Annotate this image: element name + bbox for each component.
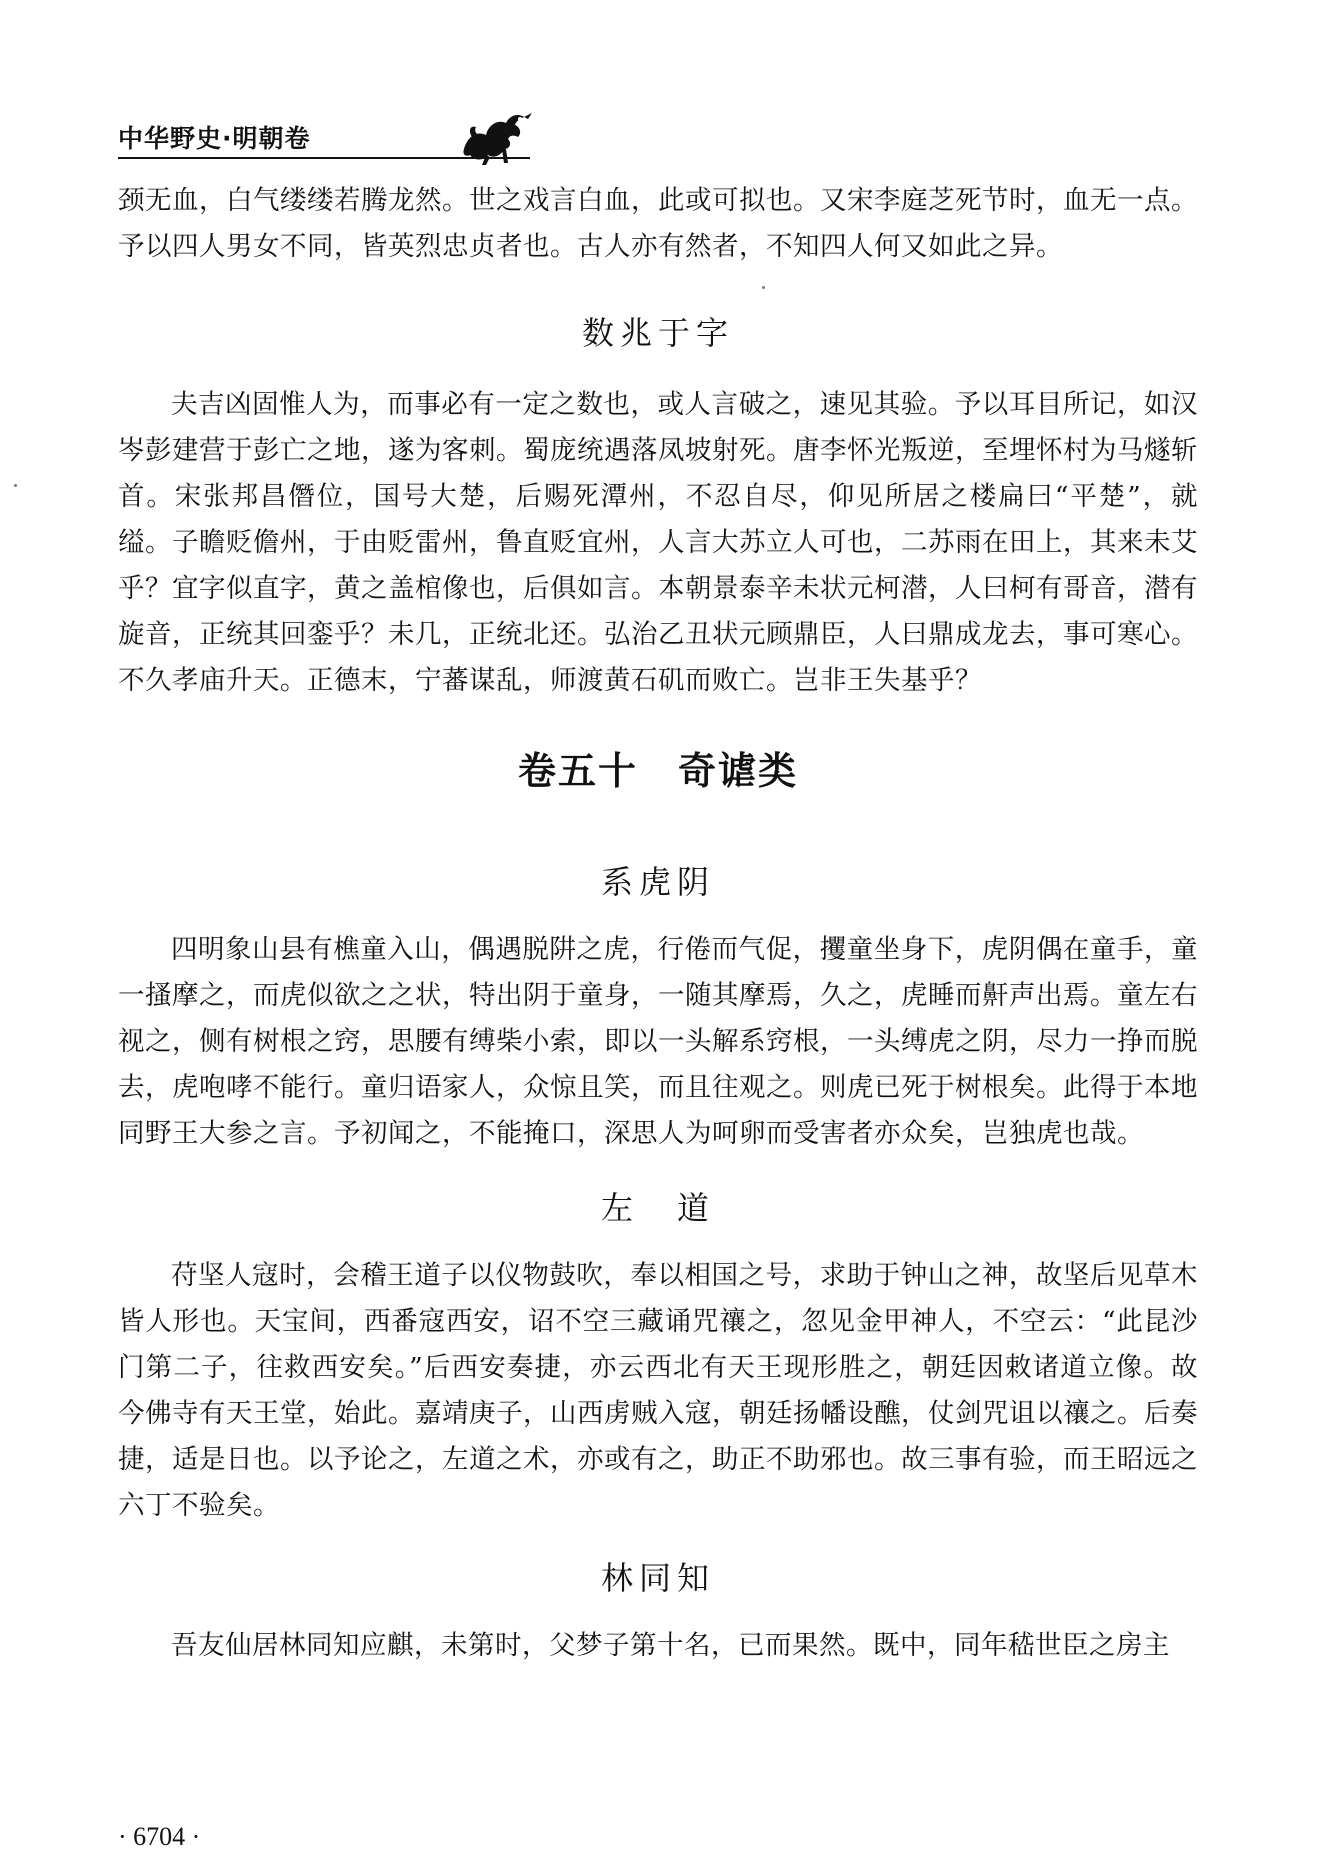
section-paragraph: 四明象山县有樵童入山，偶遇脱阱之虎，行倦而气促，攫童坐身下，虎阴偶在童手，童一搔摩之，而虎似欲之之状，特出阴于童身，一随其摩焉，久之，虎睡而鼾声出焉。童左右视之，侧有树根之窍，思腰有缚柴小索，即以一头解系窍根，一头缚虎之阴，尽力一挣而脱去，虎咆哮不能行。童归语家人，众惊且笑，而且往观之。则虎已死于树根矣。此得于本地同野王大参之言。予初闻之，不能掩口，深思人为呵卵而受害者亦众矣，岂独虎也哉。 [118, 934, 1198, 1149]
page-body [118, 178, 1198, 1669]
section-title: 左 道 [600, 1189, 715, 1227]
running-header [118, 105, 1198, 165]
scan-speck [762, 286, 765, 289]
scan-speck [14, 484, 17, 487]
section-paragraph: 吾友仙居林同知应麒，未第时，父梦子第十名，已而果然。既中，同年嵇世臣之房主 [171, 1630, 1170, 1661]
page-number: · 6704 · [118, 1822, 201, 1851]
header-rule [118, 157, 530, 159]
section-paragraph: 苻坚人寇时，会稽王道子以仪物鼓吹，奉以相国之号，求助于钟山之神，故坚后见草木皆人形也。天宝间，西番寇西安，诏不空三藏诵咒禳之，忽见金甲神人，不空云：“此昆沙门第二子，往救西安矣。”后西安奏捷，亦云西北有天王现形胜之，朝廷因敕诸道立像。故今佛寺有天王堂，始此。嘉靖庚子，山西虏贼入寇，朝廷扬幡设醮，仗剑咒诅以禳之。后奏捷，适是日也。以予论之，左道之术，亦或有之，助正不助邪也。故三事有验，而王昭远之六丁不验矣。 [118, 1260, 1198, 1521]
intro-paragraph: 颈无血，白气缕缕若腾龙然。世之戏言白血，此或可拟也。又宋李庭芝死节时，血无一点。予以四人男女不同，皆英烈忠贞者也。古人亦有然者，不知四人何又如此之异。 [118, 185, 1198, 262]
section-title: 数兆于字 [581, 314, 734, 352]
book-title: 中华野史·明朝卷 [118, 124, 311, 153]
section-title: 系虎阴 [600, 863, 715, 901]
section-title: 林同知 [600, 1559, 715, 1597]
chapter-title: 卷五十 奇谑类 [517, 749, 798, 793]
section-paragraph: 夫吉凶固惟人为，而事必有一定之数也，或人言破之，速见其验。予以耳目所记，如汉岑彭建营于彭亡之地，遂为客刺。蜀庞统遇落凤坡射死。唐李怀光叛逆，至埋怀村为马燧斩首。宋张邦昌僭位，国号大楚，后赐死潭州，不忍自尽，仰见所居之楼扁曰“平楚”，就缢。子瞻贬儋州，于由贬雷州，鲁直贬宜州，人言大苏立人可也，二苏雨在田上，其来未艾乎？宜字似直字，黄之盖棺像也，后俱如言。本朝景泰辛未状元柯潜，人曰柯有哥音，潜有旋音，正统其回銮乎？未几，正统北还。弘治乙丑状元顾鼎臣，人曰鼎成龙去，事可寒心。不久孝庙升天。正德末，宁蕃谋乱，师渡黄石矶而败亡。岂非王失基乎？ [118, 389, 1198, 696]
